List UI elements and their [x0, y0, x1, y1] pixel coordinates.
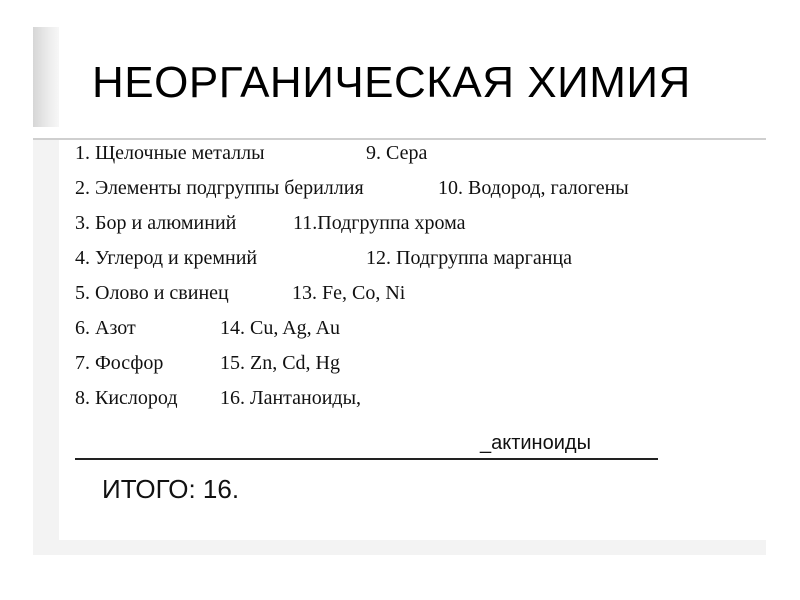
list-item-right: 15. Zn, Cd, Hg — [220, 352, 340, 374]
list-item-right: 12. Подгруппа марганца — [366, 247, 573, 269]
list-item-left: 4. Углерод и кремний — [75, 247, 258, 269]
list-item-right: 11.Подгруппа хрома — [293, 212, 466, 234]
list-item-right: 14. Cu, Ag, Au — [220, 317, 341, 339]
list-item-left: 1. Щелочные металлы — [75, 142, 265, 164]
total-text: ИТОГО: 16. — [102, 474, 240, 504]
list-item-left: 7. Фосфор — [75, 352, 164, 374]
decorative-bar — [33, 27, 59, 127]
list-item-right: 16. Лантаноиды, — [220, 387, 362, 409]
underline-row — [75, 432, 658, 460]
list-item-left: 8. Кислород — [75, 387, 178, 409]
list-item-right: 10. Водород, галогены — [438, 177, 629, 199]
list-item-right: 13. Fe, Co, Ni — [292, 282, 406, 304]
slide-title: НЕОРГАНИЧЕСКАЯ ХИМИЯ — [92, 58, 691, 107]
list-item-left: 2. Элементы подгруппы бериллия — [75, 177, 364, 199]
list-item-left: 3. Бор и алюминий — [75, 212, 237, 234]
list-item-right: 9. Сера — [366, 142, 428, 164]
list-item-left: 5. Олово и свинец — [75, 282, 229, 304]
continuation-text: _актиноиды — [480, 432, 591, 454]
list-item-left: 6. Азот — [75, 317, 136, 339]
